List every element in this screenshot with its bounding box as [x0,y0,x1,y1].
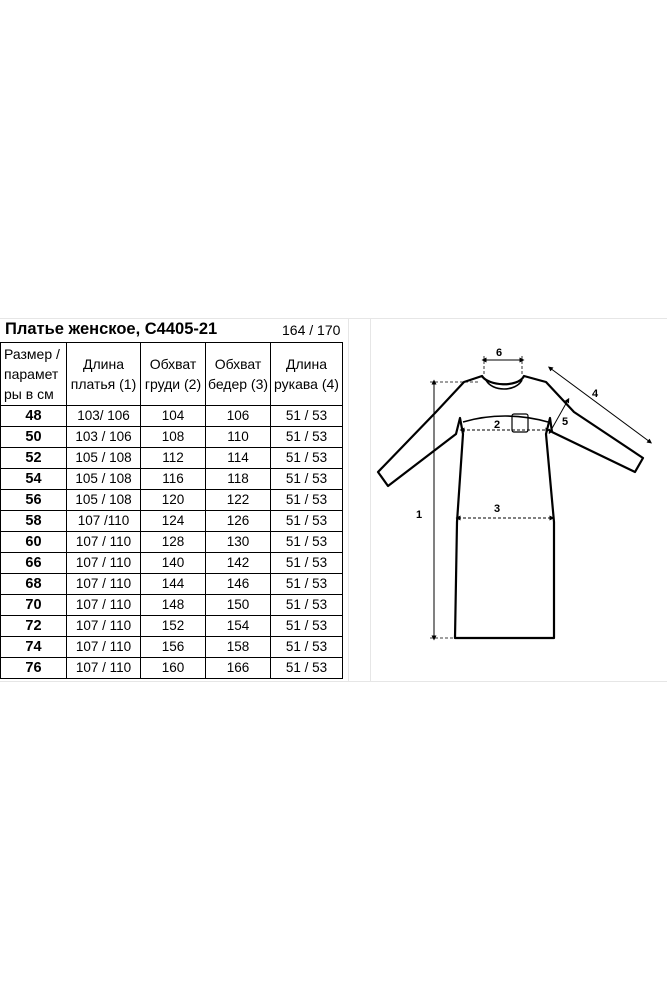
column-header-sleeve-length: Длина рукава (4) [271,343,343,406]
cell-size: 74 [1,637,67,658]
cell-chest: 124 [141,511,206,532]
cell-dress-length: 107 / 110 [67,658,141,679]
table-row [1,490,343,511]
table-row [1,469,343,490]
cell-size: 58 [1,511,67,532]
label-chest: 2 [494,419,501,431]
table-row [1,637,343,658]
cell-hips: 126 [206,511,271,532]
table-row [1,616,343,637]
column-header-hips: Обхват бедер (3) [206,343,271,406]
cell-hips: 114 [206,448,271,469]
cell-chest: 112 [141,448,206,469]
yoke-seam [463,416,548,422]
label-hips: 3 [494,503,501,515]
cell-sleeve-length: 51 / 53 [271,616,343,637]
document-title: Платье женское, С4405-21 [5,320,218,338]
cell-hips: 110 [206,427,271,448]
table-row [1,427,343,448]
cell-sleeve-length: 51 / 53 [271,469,343,490]
table-row [1,595,343,616]
cell-hips: 118 [206,469,271,490]
cell-sleeve-length: 51 / 53 [271,532,343,553]
cell-hips: 142 [206,553,271,574]
cell-size: 50 [1,427,67,448]
table-row [1,658,343,679]
cell-size: 60 [1,532,67,553]
cell-dress-length: 107 /110 [67,511,141,532]
cell-sleeve-length: 51 / 53 [271,511,343,532]
grid-line [348,318,349,682]
cell-hips: 150 [206,595,271,616]
cell-chest: 148 [141,595,206,616]
cell-chest: 116 [141,469,206,490]
table-row [1,574,343,595]
cell-dress-length: 107 / 110 [67,637,141,658]
cell-sleeve-length: 51 / 53 [271,595,343,616]
dress-sketch [360,330,660,650]
cell-chest: 108 [141,427,206,448]
cell-size: 52 [1,448,67,469]
cell-size: 72 [1,616,67,637]
cell-dress-length: 107 / 110 [67,595,141,616]
cell-dress-length: 105 / 108 [67,469,141,490]
table-header-row [1,343,343,406]
table-row [1,448,343,469]
cell-sleeve-length: 51 / 53 [271,574,343,595]
cell-chest: 152 [141,616,206,637]
cell-sleeve-length: 51 / 53 [271,490,343,511]
cell-size: 48 [1,406,67,427]
cell-dress-length: 103/ 106 [67,406,141,427]
cell-chest: 140 [141,553,206,574]
label-neck: 6 [496,347,503,359]
cell-size: 54 [1,469,67,490]
cell-sleeve-length: 51 / 53 [271,427,343,448]
cell-chest: 156 [141,637,206,658]
cell-sleeve-length: 51 / 53 [271,406,343,427]
cell-dress-length: 107 / 110 [67,532,141,553]
cell-size: 70 [1,595,67,616]
cell-dress-length: 107 / 110 [67,553,141,574]
cell-hips: 166 [206,658,271,679]
cell-sleeve-length: 51 / 53 [271,448,343,469]
cell-sleeve-length: 51 / 53 [271,658,343,679]
label-sleeve: 4 [592,388,599,400]
table-row [1,511,343,532]
cell-dress-length: 107 / 110 [67,574,141,595]
cell-hips: 106 [206,406,271,427]
cell-size: 66 [1,553,67,574]
height-range: 164 / 170 [282,322,341,338]
cell-dress-length: 105 / 108 [67,448,141,469]
cell-chest: 120 [141,490,206,511]
table-row [1,406,343,427]
cell-dress-length: 105 / 108 [67,490,141,511]
table-row [1,532,343,553]
column-header-size: Размер / парамет ры в см [1,343,67,406]
grid-line [0,318,667,319]
cell-hips: 158 [206,637,271,658]
cell-sleeve-length: 51 / 53 [271,637,343,658]
column-header-chest: Обхват груди (2) [141,343,206,406]
cell-chest: 104 [141,406,206,427]
cell-dress-length: 103 / 106 [67,427,141,448]
cell-size: 56 [1,490,67,511]
grid-line [0,681,667,682]
cell-hips: 154 [206,616,271,637]
cell-sleeve-length: 51 / 53 [271,553,343,574]
label-length: 1 [416,509,423,521]
cell-chest: 128 [141,532,206,553]
table-row [1,553,343,574]
cell-chest: 144 [141,574,206,595]
cell-size: 68 [1,574,67,595]
cell-hips: 122 [206,490,271,511]
label-sleeve-width: 5 [562,416,569,428]
cell-size: 76 [1,658,67,679]
cell-chest: 160 [141,658,206,679]
column-header-dress-length: Длина платья (1) [67,343,141,406]
cell-hips: 146 [206,574,271,595]
cell-dress-length: 107 / 110 [67,616,141,637]
cell-hips: 130 [206,532,271,553]
size-table [0,342,343,679]
